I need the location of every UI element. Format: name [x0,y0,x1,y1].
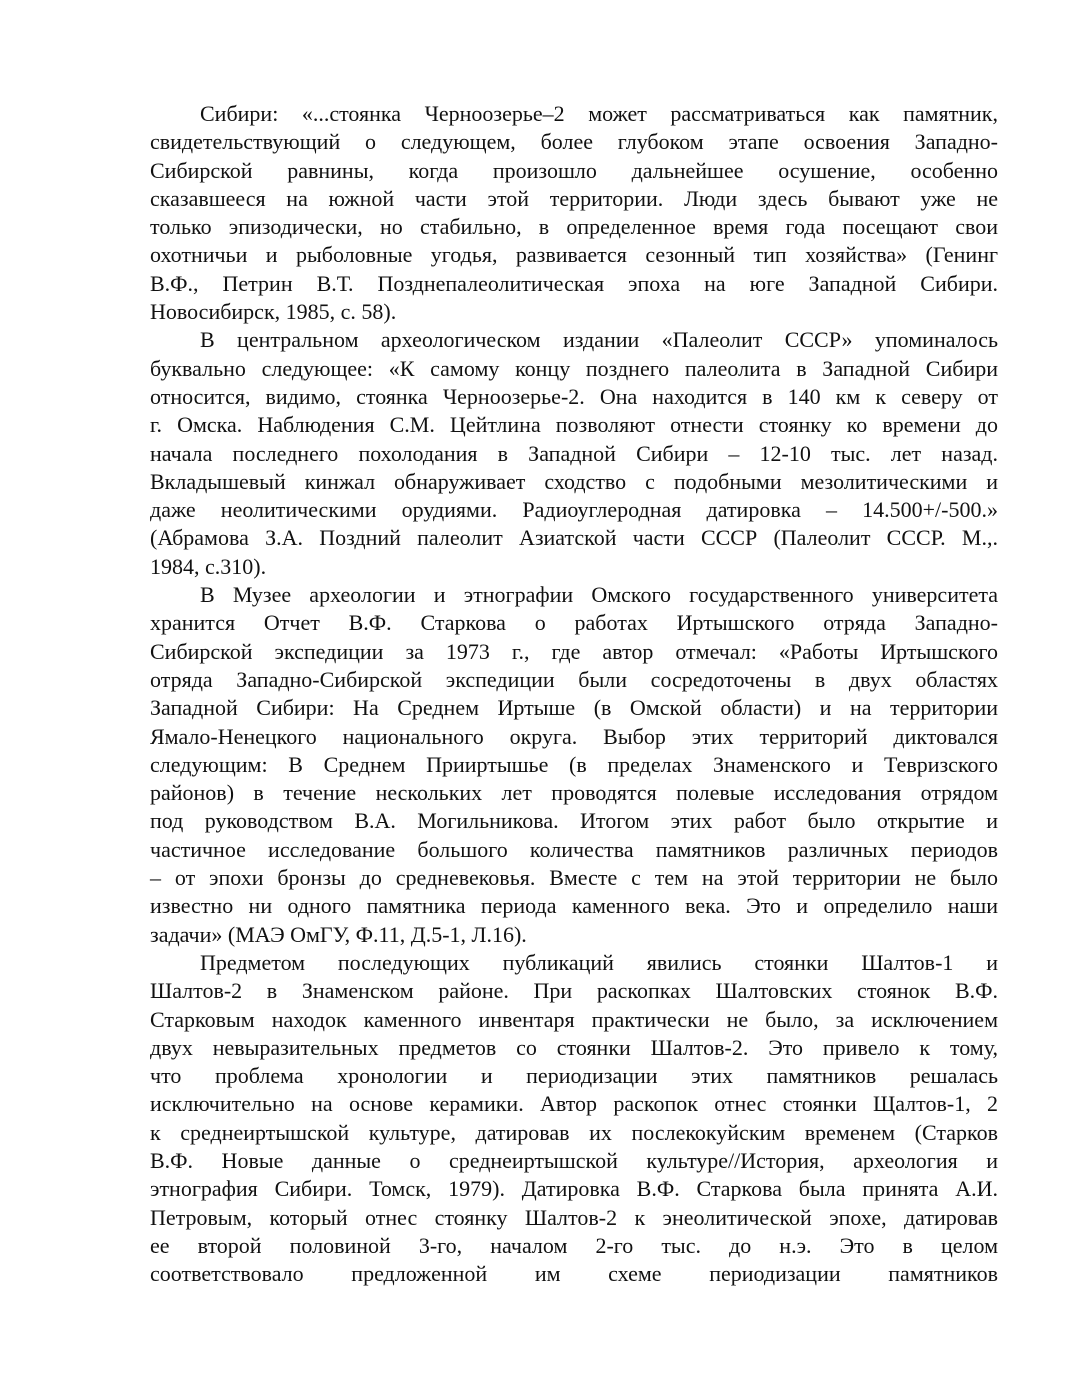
text-line: Сибири: «...стоянка Черноозерье–2 может рассматриваться как памятник, [200,101,998,126]
text-line: 1984, с.310). [150,553,267,579]
text-line: районов) в течение нескольких лет проводятся полевые исследования отрядом [150,780,998,806]
text-line: Петровым, который отнес стоянку Шалтов-2 к энеолитической эпохе, датировав [150,1204,998,1230]
text-line: Предметом последующих публикаций явились стоянки Шалтов-1 и [200,949,998,975]
text-line: Ямало-Ненецкого национального округа. Выбор этих территорий диктовался [150,723,998,749]
text-line: (Абрамова З.А. Поздний палеолит Азиатской части СССР (Палеолит СССР. М.,. [150,525,998,551]
document-body-text [150,100,998,1288]
text-line: сказавшееся на южной части этой территории. Люди здесь бывают уже не [150,185,998,211]
text-line: Шалтов-2 в Знаменском районе. При раскопках Шалтовских стоянок В.Ф. [150,978,998,1004]
text-line: охотничьи и рыболовные угодья, развивается сезонный тип хозяйства» (Генинг [150,242,998,268]
text-line: хранится Отчет В.Ф. Старкова о работах Иртышского отряда Западно- [150,610,998,636]
text-line: исключительно на основе керамики. Автор раскопок отнес стоянки Щалтов-1, 2 [150,1091,998,1117]
text-line: г. Омска. Наблюдения С.М. Цейтлина позволяют отнести стоянку ко времени до [150,412,998,438]
text-line: В.Ф. Новые данные о среднеиртышской культуре//История, археология и [150,1147,998,1173]
text-line: отряда Западно-Сибирской экспедиции были сосредоточены в двух областях [150,666,998,692]
text-line: Новосибирск, 1985, с. 58). [150,299,397,325]
text-line: ее второй половиной 3-го, началом 2-го тыс. до н.э. Это в целом [150,1232,998,1258]
text-line: Сибирской равнины, когда произошло дальнейшее осушение, особенно [150,157,998,183]
text-line: даже неолитическими орудиями. Радиоуглеродная датировка – 14.500+/-500.» [150,497,998,523]
text-line: только эпизодически, но стабильно, в определенное время года посещают свои [150,214,998,240]
text-line: соответствовало предложенной им схеме периодизации памятников [150,1261,998,1287]
text-line: В.Ф., Петрин В.Т. Позднепалеолитическая эпоха на юге Западной Сибири. [150,270,998,296]
text-line: что проблема хронологии и периодизации этих памятников решалась [150,1063,998,1089]
text-line: следующим: В Среднем Прииртышье (в пределах Знаменского и Тевризского [150,751,998,777]
text-line: частичное исследование большого количества памятников различных периодов [150,836,998,862]
text-line: двух невыразительных предметов со стоянки Шалтов-2. Это привело к тому, [150,1034,998,1060]
text-line: – от эпохи бронзы до средневековья. Вместе с тем на этой территории не было [150,865,998,891]
text-line: к среднеиртышской культуре, датировав их послекокуйским временем (Старков [150,1119,998,1145]
text-line: свидетельствующий о следующем, более глубоком этапе освоения Западно- [150,129,998,155]
text-line: Западной Сибири: На Среднем Иртыше (в Омской области) и на территории [150,695,998,721]
text-line: В Музее археологии и этнографии Омского государственного университета [200,582,998,608]
text-line: В центральном археологическом издании «Палеолит СССР» упоминалось [200,327,998,353]
text-line: этнография Сибири. Томск, 1979). Датировка В.Ф. Старкова была принята А.И. [150,1176,998,1202]
text-line: относится, видимо, стоянка Черноозерье-2. Она находится в 140 км к северу от [150,383,998,409]
text-line: Вкладышевый кинжал обнаруживает сходство с подобными мезолитическими и [150,468,998,494]
text-line: Сибирской экспедиции за 1973 г., где автор отмечал: «Работы Иртышского [150,638,998,664]
text-line: начала последнего похолодания в Западной Сибири – 12-10 тыс. лет назад. [150,440,998,466]
text-line: Старковым находок каменного инвентаря практически не было, за исключением [150,1006,998,1032]
text-line: задачи» (МАЭ ОмГУ, Ф.11, Д.5-1, Л.16). [150,921,527,947]
text-line: известно ни одного памятника периода каменного века. Это и определило наши [150,893,998,919]
text-line: под руководством В.А. Могильникова. Итогом этих работ было открытие и [150,808,998,834]
text-line: буквально следующее: «К самому концу позднего палеолита в Западной Сибири [150,355,998,381]
